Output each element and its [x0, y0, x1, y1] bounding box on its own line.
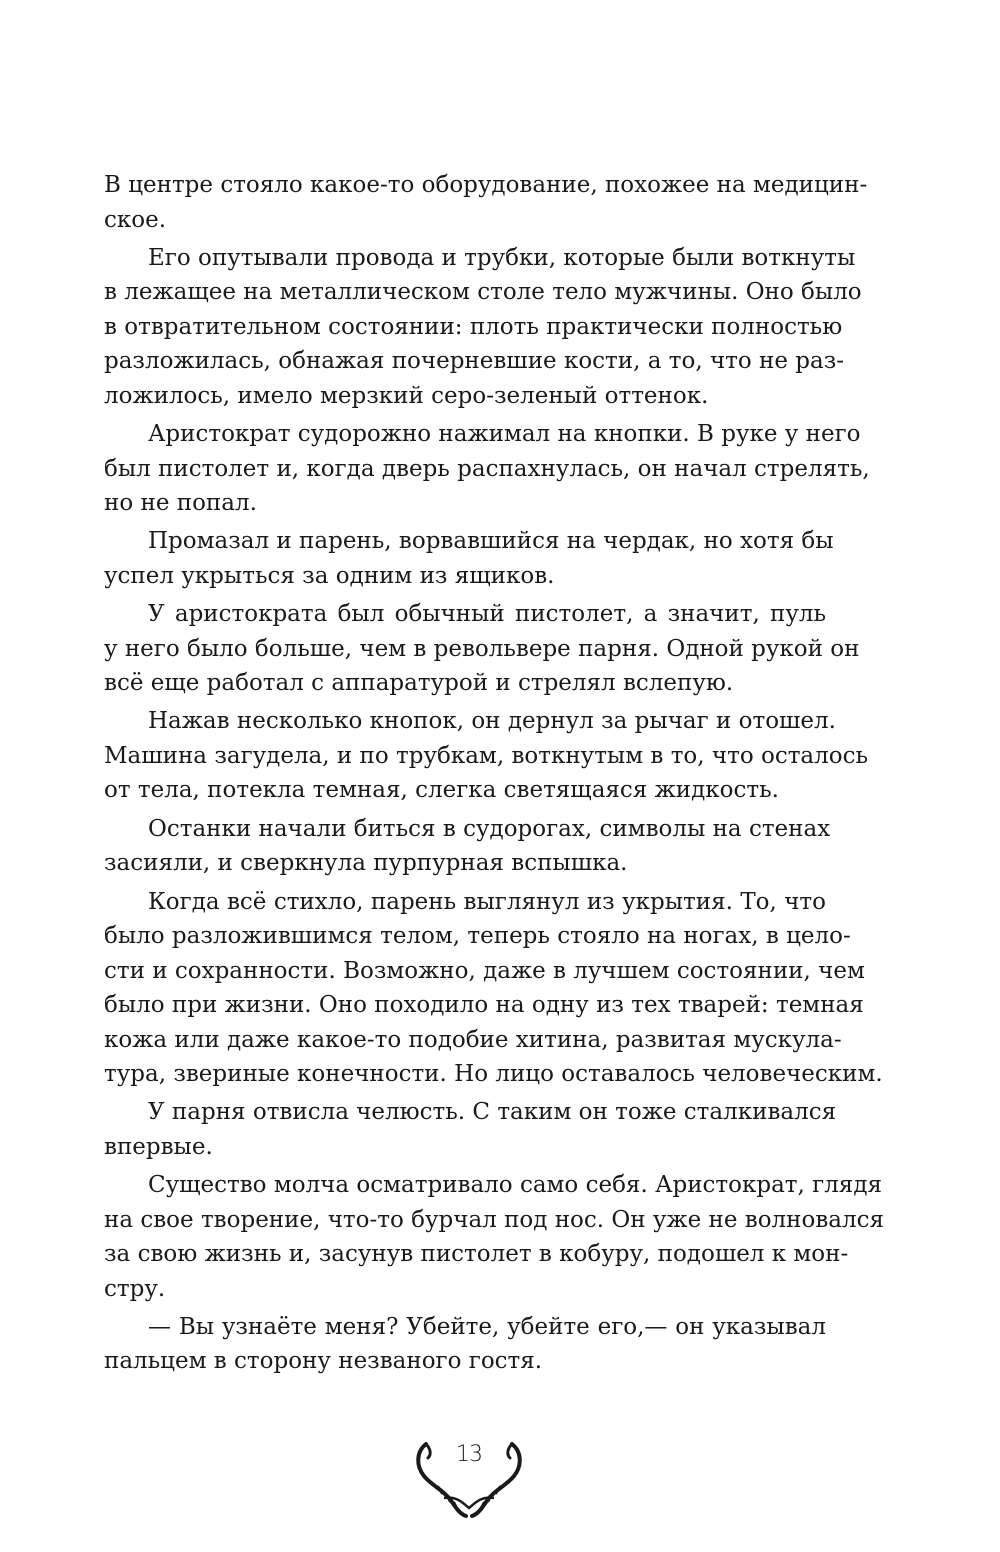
paragraph [104, 168, 868, 237]
text-line: Нажав несколько кнопок, он дернул за рычаг и отошел. [148, 708, 836, 735]
paragraph [104, 1095, 837, 1164]
text-line: впервые. [104, 1133, 213, 1160]
text-line: Его опутывали провода и трубки, которые были воткнуты [148, 244, 856, 271]
text-line: У парня отвисла челюсть. С таким он тоже сталкивался [148, 1099, 837, 1126]
paragraph [104, 1168, 885, 1306]
text-line: всё еще работал с аппаратурой и стрелял вслепую. [104, 670, 734, 697]
text-line: В центре стояло какое-то оборудование, похожее на медицин- [104, 172, 868, 198]
paragraph [104, 812, 831, 881]
text-line: сти и сохранности. Возможно, даже в лучшем состоянии, чем [104, 957, 865, 984]
text-line: разложилась, обнажая почерневшие кости, а то, что не раз- [104, 348, 845, 375]
paragraph [104, 417, 870, 521]
text-line: стру. [104, 1275, 166, 1302]
text-line: было при жизни. Оно походило на одну из тех тварей: темная [104, 992, 864, 1019]
paragraph [104, 524, 834, 593]
text-line: у него было больше, чем в револьвере парня. Одной рукой он [104, 635, 860, 662]
text-line: кожа или даже какое-то подобие хитина, развитая мускула- [104, 1026, 842, 1053]
text-line: Промазал и парень, ворвавшийся на чердак, но хотя бы [148, 528, 834, 555]
text-line: Машина загудела, и по трубкам, воткнутым в то, что осталось [104, 742, 868, 769]
text-line: за свою жизнь и, засунув пистолет в кобуру, подошел к мон- [104, 1241, 849, 1268]
body-text [104, 168, 885, 1383]
text-line: от тела, потекла темная, слегка светящаяся жидкость. [104, 777, 779, 804]
text-line: ское. [104, 206, 167, 233]
paragraph [104, 885, 883, 1092]
text-line: — Вы узнаёте меня? Убейте, убейте его,— он указывал [148, 1313, 826, 1340]
text-line: Существо молча осматривало само себя. Аристократ, глядя [148, 1172, 882, 1199]
text-line: успел укрыться за одним из ящиков. [104, 562, 555, 589]
page-folio [414, 1436, 524, 1520]
text-line: было разложившимся телом, теперь стояло на ногах, в цело- [104, 923, 851, 950]
paragraph [104, 241, 862, 414]
paragraph [104, 597, 860, 701]
text-line: был пистолет и, когда дверь распахнулась, он начал стрелять, [104, 455, 870, 482]
text-line: но не попал. [104, 490, 257, 517]
text-line: Аристократ судорожно нажимал на кнопки. В руке у него [148, 421, 861, 448]
text-line: пальцем в сторону незваного гостя. [104, 1348, 543, 1375]
text-line: Когда всё стихло, парень выглянул из укрытия. То, что [148, 888, 826, 915]
text-line: У аристократа был обычный пистолет, а значит, пуль [148, 601, 826, 628]
text-line: в отвратительном состоянии: плоть практически полностью [104, 313, 843, 340]
text-line: ложилось, имело мерзкий серо-зеленый оттенок. [104, 382, 709, 409]
text-line: засияли, и сверкнула пурпурная вспышка. [104, 850, 628, 877]
paragraph [104, 1310, 826, 1379]
text-line: тура, звериные конечности. Но лицо оставалось человеческим. [104, 1061, 883, 1088]
text-line: на свое творение, что-то бурчал под нос. Он уже не волновался [104, 1206, 885, 1233]
text-line: в лежащее на металлическом столе тело мужчины. Оно было [104, 279, 862, 306]
text-line: Останки начали биться в судорогах, символы на стенах [148, 815, 831, 842]
page-number: 13 [456, 1442, 482, 1467]
paragraph [104, 704, 868, 808]
